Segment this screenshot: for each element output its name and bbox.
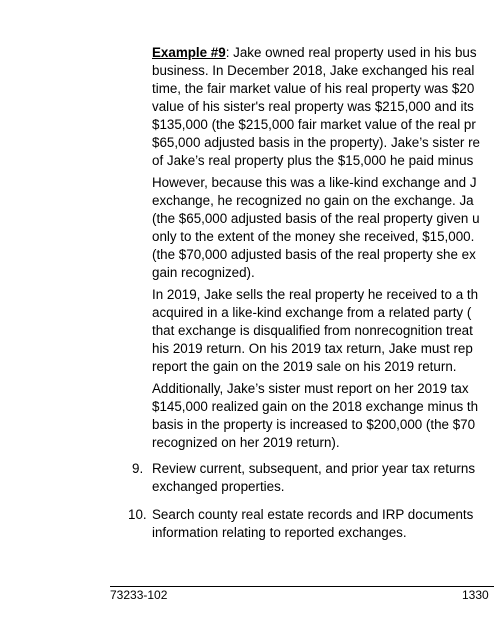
example-line: $135,000 (the $215,000 fair market value of the real pr [152, 117, 476, 132]
footer-divider [110, 586, 494, 587]
paragraph-sister-report [152, 380, 478, 452]
example-paragraph [152, 44, 480, 170]
paragraph-line: his 2019 return. On his 2019 tax return, Jake must rep [152, 341, 473, 356]
paragraph-line: basis in the property is increased to $200,000 (the $70 [152, 417, 476, 432]
paragraph-line: In 2019, Jake sells the real property he received to a th [152, 287, 479, 302]
paragraph-line: recognized on her 2019 return). [152, 435, 340, 450]
example-line: of Jake’s real property plus the $15,000 he paid minus [152, 153, 474, 168]
example-line: value of his sister's real property was $215,000 and its [152, 99, 474, 114]
list-line: information relating to reported exchanges. [152, 525, 407, 540]
example-title: Example #9 [152, 45, 226, 60]
example-line: $65,000 adjusted basis in the property). Jake’s sister re [152, 135, 481, 150]
footer-document-number: 73233-102 [110, 588, 168, 602]
example-first-line-text: : Jake owned real property used in his bus [225, 45, 477, 60]
paragraph-like-kind [152, 174, 480, 282]
paragraph-2019-sale [152, 286, 478, 376]
paragraph-line: acquired in a like-kind exchange from a related party ( [152, 305, 472, 320]
list-text [152, 460, 475, 496]
footer-page-number: 1330 [462, 588, 489, 602]
paragraph-line: (the $70,000 adjusted basis of the real property she ex [152, 247, 476, 262]
paragraph-line: gain recognized). [152, 265, 255, 280]
paragraph-line: However, because this was a like-kind exchange and J [152, 175, 477, 190]
paragraph-line: Additionally, Jake’s sister must report on her 2019 tax [152, 381, 469, 396]
list-line: exchanged properties. [152, 479, 285, 494]
example-line: time, the fair market value of his real property was $20 [152, 81, 475, 96]
list-line: Search county real estate records and IRP documents [152, 507, 474, 522]
paragraph-line: $145,000 realized gain on the 2018 exchange minus th [152, 399, 479, 414]
list-line: Review current, subsequent, and prior year tax returns [152, 461, 476, 476]
paragraph-line: exchange, he recognized no gain on the exchange. Ja [152, 193, 474, 208]
list-number: 9. [132, 461, 144, 476]
paragraph-line: that exchange is disqualified from nonrecognition treat [152, 323, 473, 338]
list-text [152, 506, 473, 542]
list-number: 10. [128, 507, 147, 522]
example-line: business. In December 2018, Jake exchanged his real [152, 63, 475, 78]
paragraph-line: only to the extent of the money she received, $15,000. [152, 229, 475, 244]
paragraph-line: report the gain on the 2019 sale on his 2019 return. [152, 359, 457, 374]
example-first-line [152, 44, 480, 62]
paragraph-line: (the $65,000 adjusted basis of the real property given u [152, 211, 480, 226]
